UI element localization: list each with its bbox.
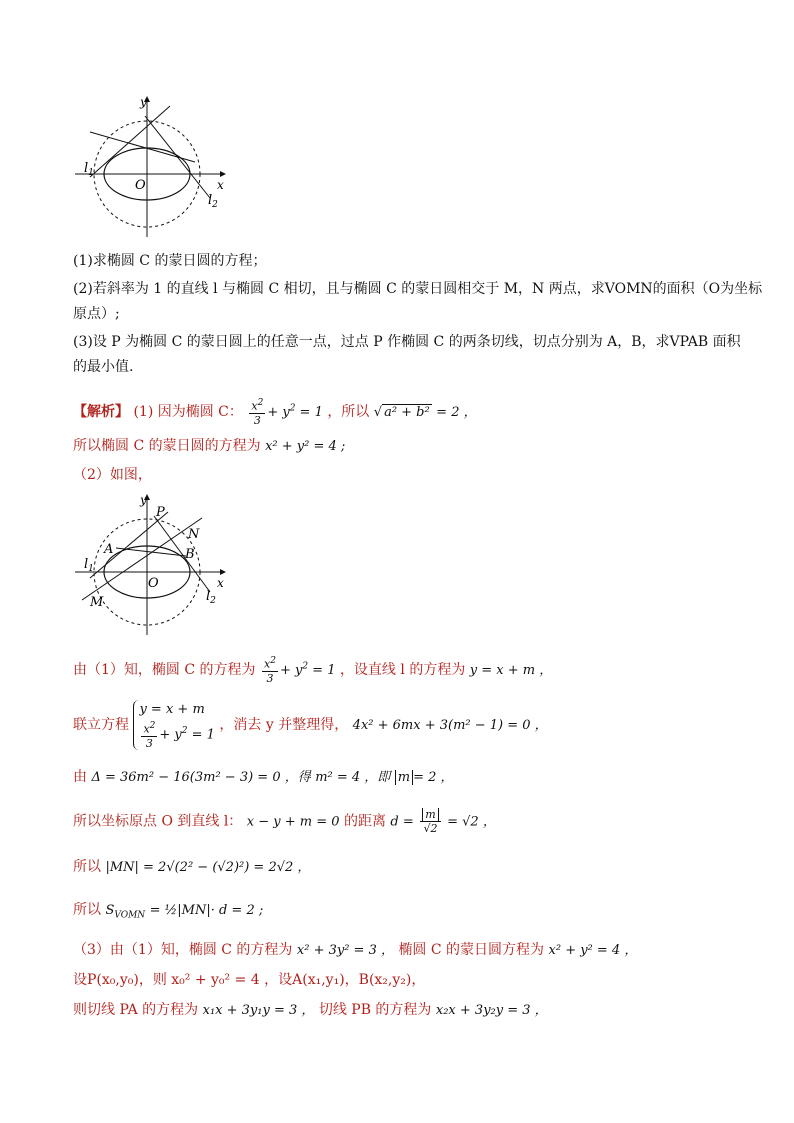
solution-line-11: 设P(x₀,y₀)，则 x₀² + y₀² = 4 ，设A(x₁,y₁)，B(x₂,y₂)，	[73, 972, 426, 988]
label-l1: $l_1$	[84, 161, 94, 178]
solution-line-2: 所以椭圆 C 的蒙日圆的方程为 x² + y² = 4 ;	[73, 438, 346, 454]
solution-line-10: （3）由（1）知，椭圆 C 的方程为 x² + 3y² = 3 ， 椭圆 C 的蒙日圆方程为 x² + y² = 4 ，	[73, 942, 638, 958]
solution-line-3: （2）如图，	[73, 467, 152, 483]
sqrt-a2-b2: √ a² + b²	[373, 404, 430, 420]
label-b: B	[185, 547, 195, 562]
label-n: N	[188, 527, 200, 542]
label-a: A	[104, 542, 114, 557]
label-l2: $l_2$	[208, 193, 218, 210]
label-x: x	[217, 178, 224, 192]
label-y: y	[140, 493, 147, 507]
solution-line-7: 所以坐标原点 O 到直线 l： x − y + m = 0 的距离 d = $\frac{m}{√2}$ = √2 ，	[73, 808, 496, 835]
question-3-line-a: (3)设 P 为椭圆 C 的蒙日圆上的任意一点，过点 P 作椭圆 C 的两条切线，切点分别为 A，B，求VPAB 面积	[73, 334, 741, 350]
solution-line-9: 所以 $S_{VOMN}$ = ½|MN|· d = 2 ;	[73, 902, 264, 921]
fraction-x2-over-3: $\frac{x^2}{3}$	[263, 656, 276, 685]
label-p: P	[156, 505, 165, 520]
label-y: y	[140, 95, 147, 109]
figure-tangent-intersection	[70, 490, 240, 640]
label-x: x	[217, 576, 224, 590]
label-o: O	[135, 178, 146, 193]
solution-line-6: 由 Δ = 36m² − 16(3m² − 3) = 0 ，得 m² = 4 ，即 m = 2 ，	[73, 769, 454, 785]
tangent-line-l2	[154, 516, 210, 592]
solution-line-12: 则切线 PA 的方程为 x₁x + 3y₁y = 3 ， 切线 PB 的方程为 x₂x + 3y₂y = 3 ，	[73, 1002, 548, 1018]
question-2-line-b: 原点）;	[73, 306, 120, 322]
x-axis-arrow-icon	[220, 569, 226, 575]
solution-tag: 【解析】	[73, 403, 129, 420]
solution-line-8: 所以 |MN| = 2√(2² − (√2)²) = 2√2 ，	[73, 859, 311, 875]
question-1: (1)求椭圆 C 的蒙日圆的方程；	[73, 253, 267, 269]
label-m: M	[90, 595, 104, 610]
tangent-line-top	[90, 132, 195, 162]
figure-ellipse-mongue-circle	[70, 92, 240, 242]
label-l1: $l_1$	[84, 557, 94, 574]
solution-line-4: 由（1）知，椭圆 C 的方程为 $\frac{x^2}{3}$ + $y^2 = 1$ ，设直线 l 的方程为 y = x + m ，	[73, 656, 553, 685]
label-l2: $l_2$	[206, 589, 216, 606]
x-axis-arrow-icon	[220, 171, 226, 177]
question-2-line-a: (2)若斜率为 1 的直线 l 与椭圆 C 相切，且与椭圆 C 的蒙日圆相交于 M，N 两点，求VOMN的面积（O为坐标	[73, 281, 763, 297]
fraction-x2-over-3: $\frac{x^2}{3}$	[251, 398, 264, 427]
solution-line-1: 【解析】 (1) 因为椭圆 C： $\frac{x^2}{3}$ + $y^2 = 1$ ，所以 √ a² + b² = 2 ，	[73, 398, 477, 427]
solution-line-5: 联立方程 y = x + m $\frac{x^2}{3}$ + $y^2 = 1$ ，消去 y 并整理得， 4x² + 6mx + 3(m² − 1) = 0 ，	[73, 702, 548, 750]
question-3-line-b: 的最小值.	[73, 359, 134, 375]
label-o: O	[148, 576, 159, 591]
fraction-m-over-sqrt2: $\frac{m}{√2}$	[420, 808, 440, 835]
equation-system: y = x + m $\frac{x^2}{3}$ + $y^2 = 1$	[133, 700, 215, 750]
tangent-line-l1	[90, 106, 170, 177]
